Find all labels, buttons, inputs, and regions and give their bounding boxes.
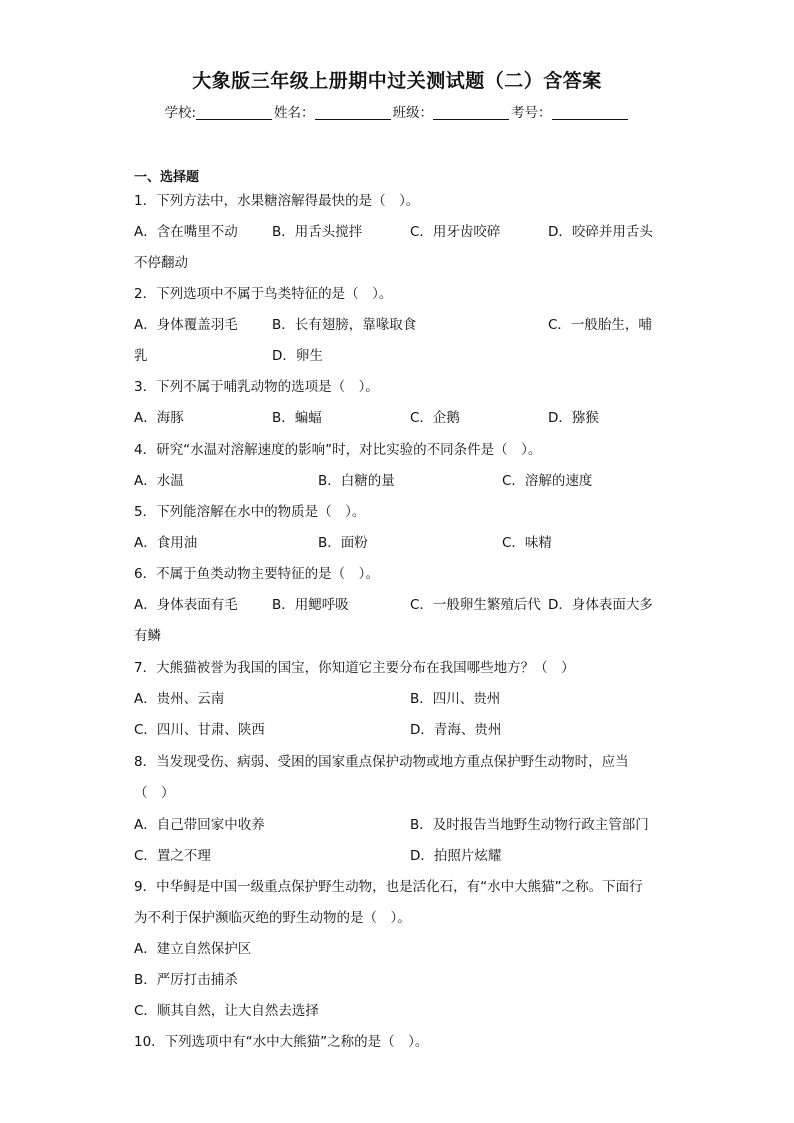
question-9-option-c: C．顺其自然，让大自然去选择 — [134, 1003, 319, 1019]
question-1-option-c: C．用牙齿咬碎 — [410, 224, 501, 240]
question-8-stem: 8．当发现受伤、病弱、受困的国家重点保护动物或地方重点保护野生动物时，应当 — [134, 754, 629, 770]
question-7-option-a: A．贵州、云南 — [134, 691, 225, 707]
question-6-option-d: D．身体表面大多 — [548, 597, 653, 613]
question-9-stem-continued: 为不利于保护濒临灭绝的野生动物的是（ ）。 — [134, 910, 411, 926]
question-4-option-c: C．溶解的速度 — [502, 473, 593, 489]
question-7-option-c: C．四川、甘肃、陕西 — [134, 722, 265, 738]
question-6-option-c: C．一般卵生繁殖后代 — [410, 597, 541, 613]
question-3-option-b: B．蝙蝠 — [272, 410, 322, 426]
question-2-stem: 2．下列选项中不属于鸟类特征的是（ ）。 — [134, 286, 393, 302]
question-2-option-b: B．长有翅膀，靠喙取食 — [272, 317, 417, 333]
question-8-stem-continued: （ ） — [134, 785, 175, 801]
question-5-option-b: B．面粉 — [318, 535, 368, 551]
question-2-option-c: C．一般胎生，哺 — [548, 317, 652, 333]
question-5-option-c: C．味精 — [502, 535, 552, 551]
question-5-stem: 5．下列能溶解在水中的物质是（ ）。 — [134, 504, 366, 520]
question-8-option-b: B．及时报告当地野生动物行政主管部门 — [410, 817, 649, 833]
class-blank[interactable] — [433, 105, 509, 120]
exam-no-label: 考号： — [511, 105, 552, 121]
page-title: 大象版三年级上册期中过关测试题（二）含答案 — [192, 70, 602, 92]
question-7-stem: 7．大熊猫被誉为我国的国宝，你知道它主要分布在我国哪些地方？（ ） — [134, 660, 575, 676]
question-8-option-c: C．置之不理 — [134, 848, 211, 864]
question-6-option-a: A．身体表面有毛 — [134, 597, 238, 613]
question-4-option-b: B．白糖的量 — [318, 473, 395, 489]
student-info-line — [0, 101, 794, 121]
school-blank[interactable] — [196, 105, 272, 120]
section-heading: 一、选择题 — [134, 170, 200, 185]
question-5-option-a: A．食用油 — [134, 535, 198, 551]
question-9-option-b: B．严厉打击捕杀 — [134, 972, 238, 988]
question-2-option-c-continued: 乳 — [134, 348, 148, 364]
question-2-option-a: A．身体覆盖羽毛 — [134, 317, 238, 333]
question-4-option-a: A．水温 — [134, 473, 184, 489]
question-3-option-d: D．猕猴 — [548, 410, 599, 426]
question-3-option-a: A．海豚 — [134, 410, 184, 426]
question-9-option-a: A．建立自然保护区 — [134, 941, 252, 957]
question-8-option-a: A．自己带回家中收养 — [134, 817, 265, 833]
name-blank[interactable] — [315, 105, 391, 120]
question-7-option-d: D．青海、贵州 — [410, 722, 502, 738]
school-label: 学校: — [164, 105, 197, 121]
question-6-option-b: B．用鳃呼吸 — [272, 597, 349, 613]
question-1-option-d: D．咬碎并用舌头 — [548, 224, 653, 240]
question-4-stem: 4．研究“水温对溶解速度的影响”时，对比实验的不同条件是（ ）。 — [134, 442, 542, 458]
name-label: 姓名： — [274, 105, 315, 121]
question-1-option-d-continued: 不停翻动 — [134, 255, 188, 271]
question-8-option-d: D．拍照片炫耀 — [410, 848, 502, 864]
question-1-option-a: A．含在嘴里不动 — [134, 224, 238, 240]
exam-no-blank[interactable] — [552, 105, 628, 120]
class-label: 班级： — [392, 105, 434, 121]
question-1-stem: 1．下列方法中，水果糖溶解得最快的是（ ）。 — [134, 193, 420, 209]
question-3-option-c: C．企鹅 — [410, 410, 460, 426]
question-2-option-d: D．卵生 — [272, 348, 323, 364]
question-9-stem: 9．中华鲟是中国一级重点保护野生动物，也是活化石，有“水中大熊猫”之称。下面行 — [134, 879, 643, 895]
question-10-stem: 10．下列选项中有“水中大熊猫”之称的是（ ）。 — [134, 1034, 429, 1050]
question-1-option-b: B．用舌头搅拌 — [272, 224, 363, 240]
question-7-option-b: B．四川、贵州 — [410, 691, 501, 707]
question-3-stem: 3．下列不属于哺乳动物的选项是（ ）。 — [134, 379, 379, 395]
question-6-stem: 6．不属于鱼类动物主要特征的是（ ）。 — [134, 566, 379, 582]
question-6-option-d-continued: 有鳞 — [134, 628, 161, 644]
